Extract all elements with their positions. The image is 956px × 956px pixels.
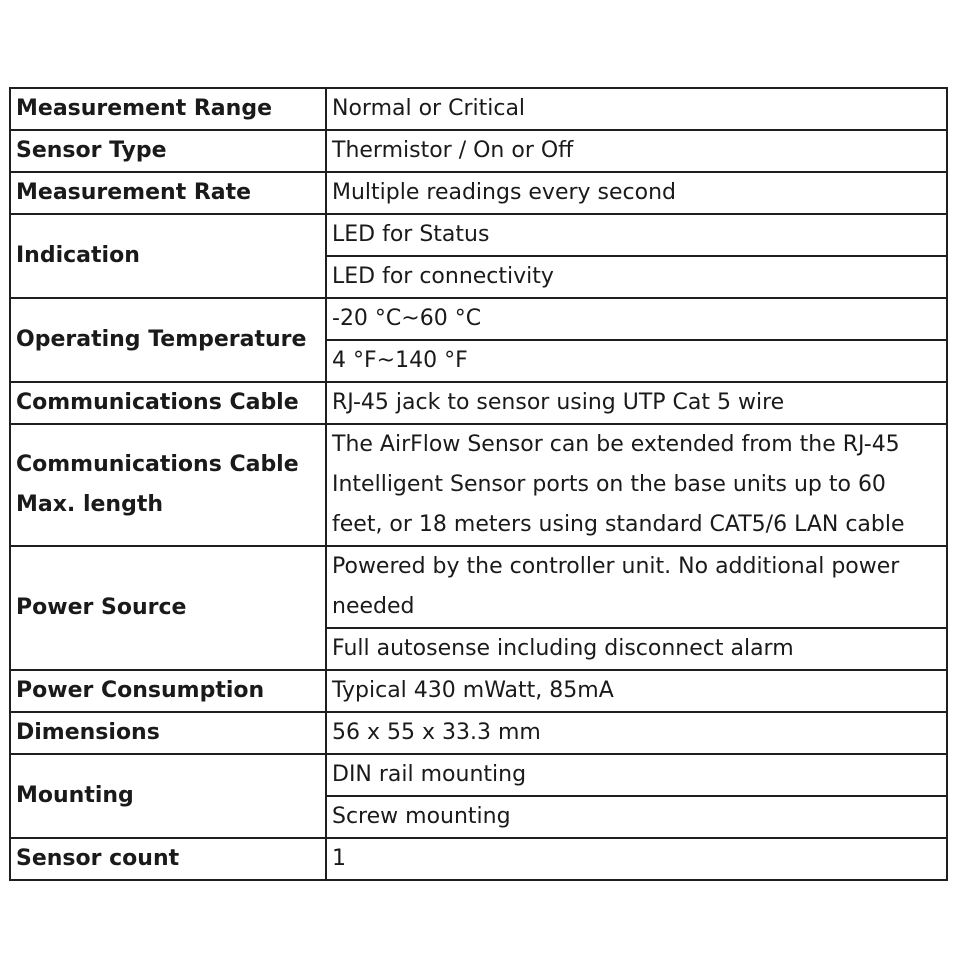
spec-row-operating-temperature [10,298,947,340]
spec-value: Screw mounting [326,796,947,838]
spec-label: Dimensions [10,712,326,754]
spec-label: Communications Cable Max. length [10,424,326,546]
spec-row-cable-max-length [10,424,947,546]
spec-label: Sensor Type [10,130,326,172]
spec-row-mounting [10,754,947,796]
spec-label: Power Source [10,546,326,670]
spec-value: 1 [326,838,947,880]
spec-value: RJ-45 jack to sensor using UTP Cat 5 wire [326,382,947,424]
spec-label: Communications Cable [10,382,326,424]
spec-value: Typical 430 mWatt, 85mA [326,670,947,712]
spec-value: Full autosense including disconnect alarm [326,628,947,670]
spec-label: Power Consumption [10,670,326,712]
spec-value: Multiple readings every second [326,172,947,214]
spec-value: LED for Status [326,214,947,256]
spec-value: The AirFlow Sensor can be extended from the RJ-45 Intelligent Sensor ports on the base units up to 60 feet, or 18 meters using standard CAT5/6 LAN cable [326,424,947,546]
spec-row-power-consumption [10,670,947,712]
spec-value: Thermistor / On or Off [326,130,947,172]
spec-label: Operating Temperature [10,298,326,382]
spec-value: LED for connectivity [326,256,947,298]
spec-row-communications-cable [10,382,947,424]
spec-row-measurement-rate [10,172,947,214]
spec-value: 56 x 55 x 33.3 mm [326,712,947,754]
spec-row-indication [10,214,947,256]
spec-label: Sensor count [10,838,326,880]
spec-value: 4 °F~140 °F [326,340,947,382]
spec-value: Normal or Critical [326,88,947,130]
spec-label: Measurement Rate [10,172,326,214]
spec-label: Indication [10,214,326,298]
spec-table [9,87,948,881]
spec-row-sensor-type [10,130,947,172]
spec-label: Mounting [10,754,326,838]
spec-row-measurement-range [10,88,947,130]
spec-value: DIN rail mounting [326,754,947,796]
spec-value: -20 °C~60 °C [326,298,947,340]
spec-label: Measurement Range [10,88,326,130]
spec-row-power-source [10,546,947,628]
spec-value: Powered by the controller unit. No additional power needed [326,546,947,628]
spec-row-sensor-count [10,838,947,880]
spec-row-dimensions [10,712,947,754]
